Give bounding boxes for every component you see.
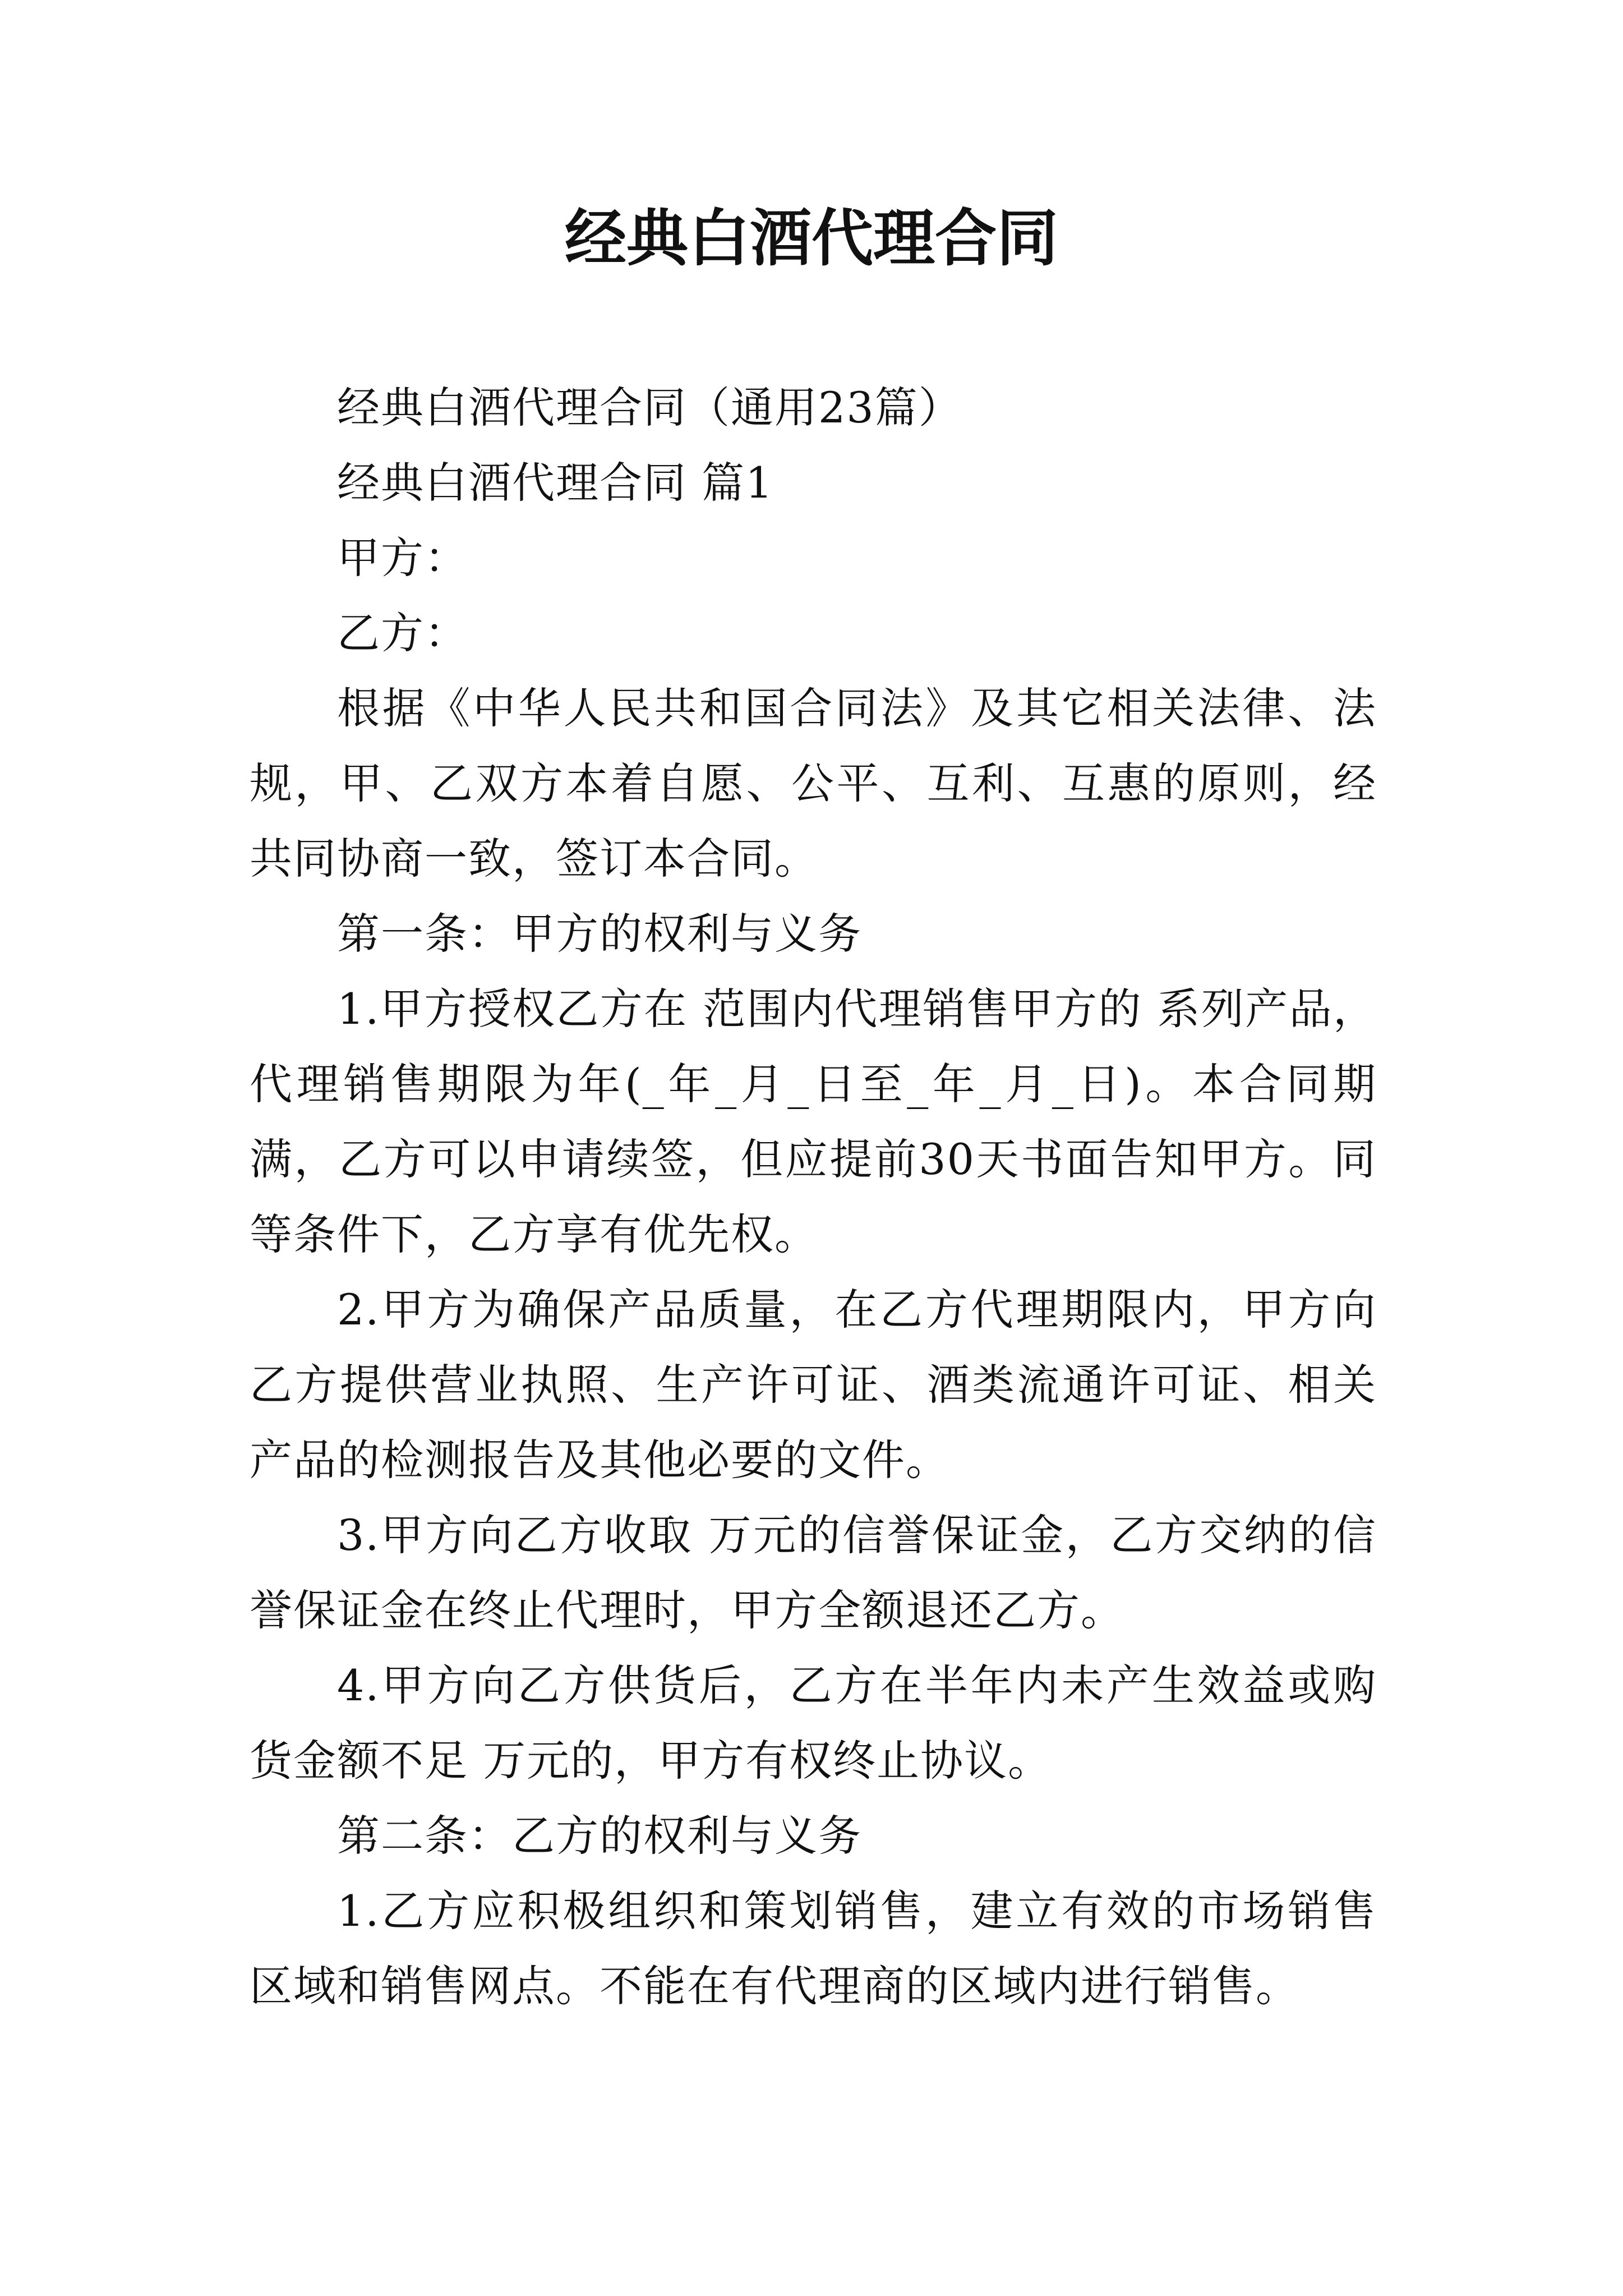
section-heading-paragraph: 经典白酒代理合同 篇1	[337, 458, 774, 508]
subtitle-paragraph: 经典白酒代理合同（通用23篇）	[337, 383, 962, 432]
article-1-heading: 第一条：甲方的权利与义务	[337, 909, 862, 959]
article-1-clause-2: 2.甲方为确保产品质量，在乙方代理期限内，甲方向乙方提供营业执照、生产许可证、酒类流通许可证、相关产品的检测报告及其他必要的文件。	[250, 1285, 1377, 1485]
party-a-line: 甲方：	[337, 533, 468, 583]
party-b-line: 乙方：	[337, 608, 468, 658]
article-1-clause-1: 1.甲方授权乙方在 范围内代理销售甲方的 系列产品，代理销售期限为年(_年_月_日至_年_月_日)。本合同期满，乙方可以申请续签，但应提前30天书面告知甲方。同等条件下，乙方享有优先权。	[250, 984, 1377, 1259]
document-body	[250, 370, 1377, 2024]
article-2-clause-1: 1.乙方应积极组织和策划销售，建立有效的市场销售区域和销售网点。不能在有代理商的区域内进行销售。	[250, 1886, 1377, 2011]
article-1-clause-3: 3.甲方向乙方收取 万元的信誉保证金，乙方交纳的信誉保证金在终止代理时，甲方全额退还乙方。	[250, 1510, 1377, 1635]
article-1-clause-4: 4.甲方向乙方供货后，乙方在半年内未产生效益或购货金额不足 万元的，甲方有权终止协议。	[250, 1660, 1377, 1786]
document-title: 经典白酒代理合同	[565, 202, 1058, 274]
article-2-heading: 第二条：乙方的权利与义务	[337, 1811, 862, 1861]
preamble-paragraph: 根据《中华人民共和国合同法》及其它相关法律、法规，甲、乙双方本着自愿、公平、互利、互惠的原则，经共同协商一致，签订本合同。	[250, 683, 1377, 884]
